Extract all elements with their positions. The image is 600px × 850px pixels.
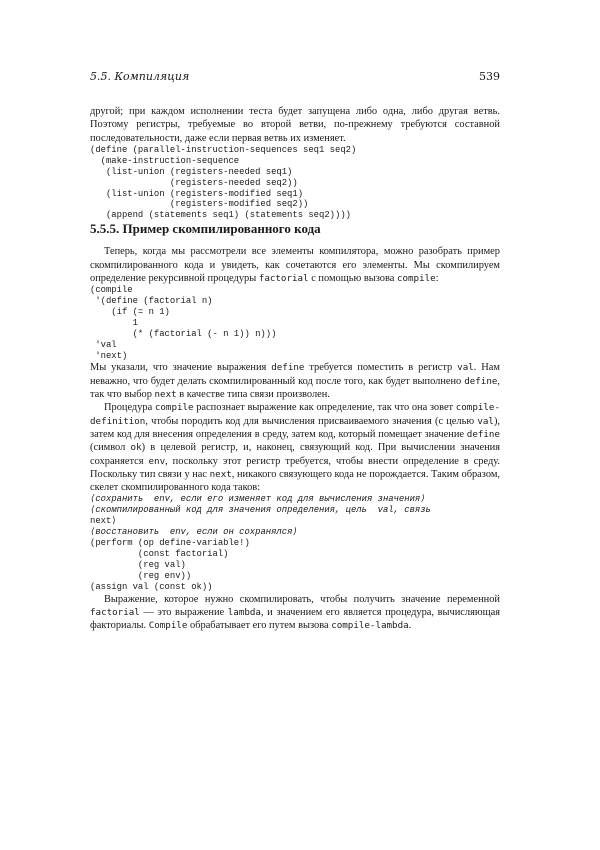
inline-code: define <box>464 375 498 387</box>
code-line: (registers-needed seq2)) <box>90 177 298 188</box>
code-line: next⟩ <box>90 516 117 527</box>
code-line: ⟨сохранить env, если его изменяет код для вычисления значения⟩ <box>90 494 426 505</box>
page-number: 539 <box>479 70 500 83</box>
paragraph-lambda: Выражение, которое нужно скомпилировать, чтобы получить значение переменной factorial — это выражение lambda, и значением его является процедура, вычисляющая факториалы. Compile обрабатывает его путем вызова compile-lambda. <box>90 593 501 632</box>
inline-code: compile-lambda <box>331 620 409 632</box>
code-line: (append (statements seq1) (statements seq2)))) <box>90 210 351 221</box>
code-block-skeleton <box>90 494 500 592</box>
code-line: (list-union (registers-needed seq1) <box>90 166 293 177</box>
inline-code: lambda <box>227 606 261 618</box>
book-page <box>90 70 500 632</box>
section-heading <box>90 221 500 237</box>
code-line: 'next) <box>90 350 128 361</box>
paragraph-intro-example: Теперь, когда мы рассмотрели все элементы компилятора, можно разобрать пример скомпилированного кода и увидеть, как сочетаются его элементы. Мы скомпилируем определение рекурсивной процедуры factorial с помощью вызова compile: <box>90 246 500 284</box>
header-title: 5.5. Компиляция <box>90 70 190 83</box>
paragraph-compile-definition: Процедура compile распознает выражение как определение, так что она зовет compile-definition, чтобы породить код для вычисления присваиваемого значения (с целью val), затем код для внесения определения в среду, затем код, который помещает значение define (символ ok) в целевой регистр, и, наконец, связующий код. При вычислении значения сохраняется env, поскольку этот регистр требуется, чтобы внести определение в среду. Поскольку тип связи у нас next, никакого связующего кода не порождается. Таким образом, скелет скомпилированного кода таков: <box>90 402 501 494</box>
code-block-parallel-sequences <box>90 145 500 221</box>
code-line: ⟨восстановить env, если он сохранялся⟩ <box>90 527 298 538</box>
code-line: (list-union (registers-modified seq1) <box>90 188 304 199</box>
intro-paragraph: другой; при каждом исполнении теста будет запущена либо одна, либо другая ветвь. Поэтому регистры, требуемые во второй ветви, по-прежнему требуются составной последовательности, даже если первая ветвь их изменяет. <box>90 106 500 144</box>
code-line: (make-instruction-sequence <box>90 155 240 166</box>
code-line: (define (parallel-instruction-sequences seq1 seq2) <box>90 144 357 155</box>
code-line: (reg env)) <box>90 570 192 581</box>
inline-code: factorial <box>90 606 140 618</box>
inline-code: val <box>477 415 494 427</box>
code-line: (reg val) <box>90 559 186 570</box>
inline-code: define <box>271 362 305 374</box>
inline-code: define <box>466 428 500 440</box>
code-line: (assign val (const ok)) <box>90 581 213 592</box>
inline-code: Compile <box>148 620 188 632</box>
inline-code: factorial <box>258 272 309 284</box>
inline-code: ok <box>130 442 142 454</box>
code-line: '(define (factorial n) <box>90 296 213 307</box>
code-line: (compile <box>90 285 133 296</box>
code-line: (* (factorial (- n 1)) n))) <box>90 328 277 339</box>
code-line: (registers-modified seq2)) <box>90 199 309 210</box>
inline-code: next <box>154 389 177 401</box>
section-number: 5.5.5. <box>90 221 120 237</box>
inline-code: compile <box>396 272 436 284</box>
code-block-compile-factorial <box>90 285 500 361</box>
code-line: (if (= n 1) <box>90 306 170 317</box>
code-line: 'val <box>90 339 117 350</box>
code-line: (perform (op define-variable!) <box>90 538 250 549</box>
running-header <box>90 70 500 83</box>
section-title: Пример скомпилированного кода <box>122 221 321 237</box>
code-line: ⟨скомпилированный код для значения определения, цель val, связь <box>90 505 431 516</box>
inline-code: compile-definition <box>90 402 500 427</box>
paragraph-define-target: Мы указали, что значение выражения define требуется поместить в регистр val. Нам неважно, что будет делать скомпилированный код после того, как будет выполнено define, так что выбор next в качестве типа связи произволен. <box>90 362 500 401</box>
inline-code: val <box>457 362 474 374</box>
inline-code: compile <box>154 402 194 414</box>
inline-code: next <box>209 468 232 480</box>
code-line: (const factorial) <box>90 548 229 559</box>
code-line: 1 <box>90 317 138 328</box>
inline-code: env <box>148 455 166 467</box>
